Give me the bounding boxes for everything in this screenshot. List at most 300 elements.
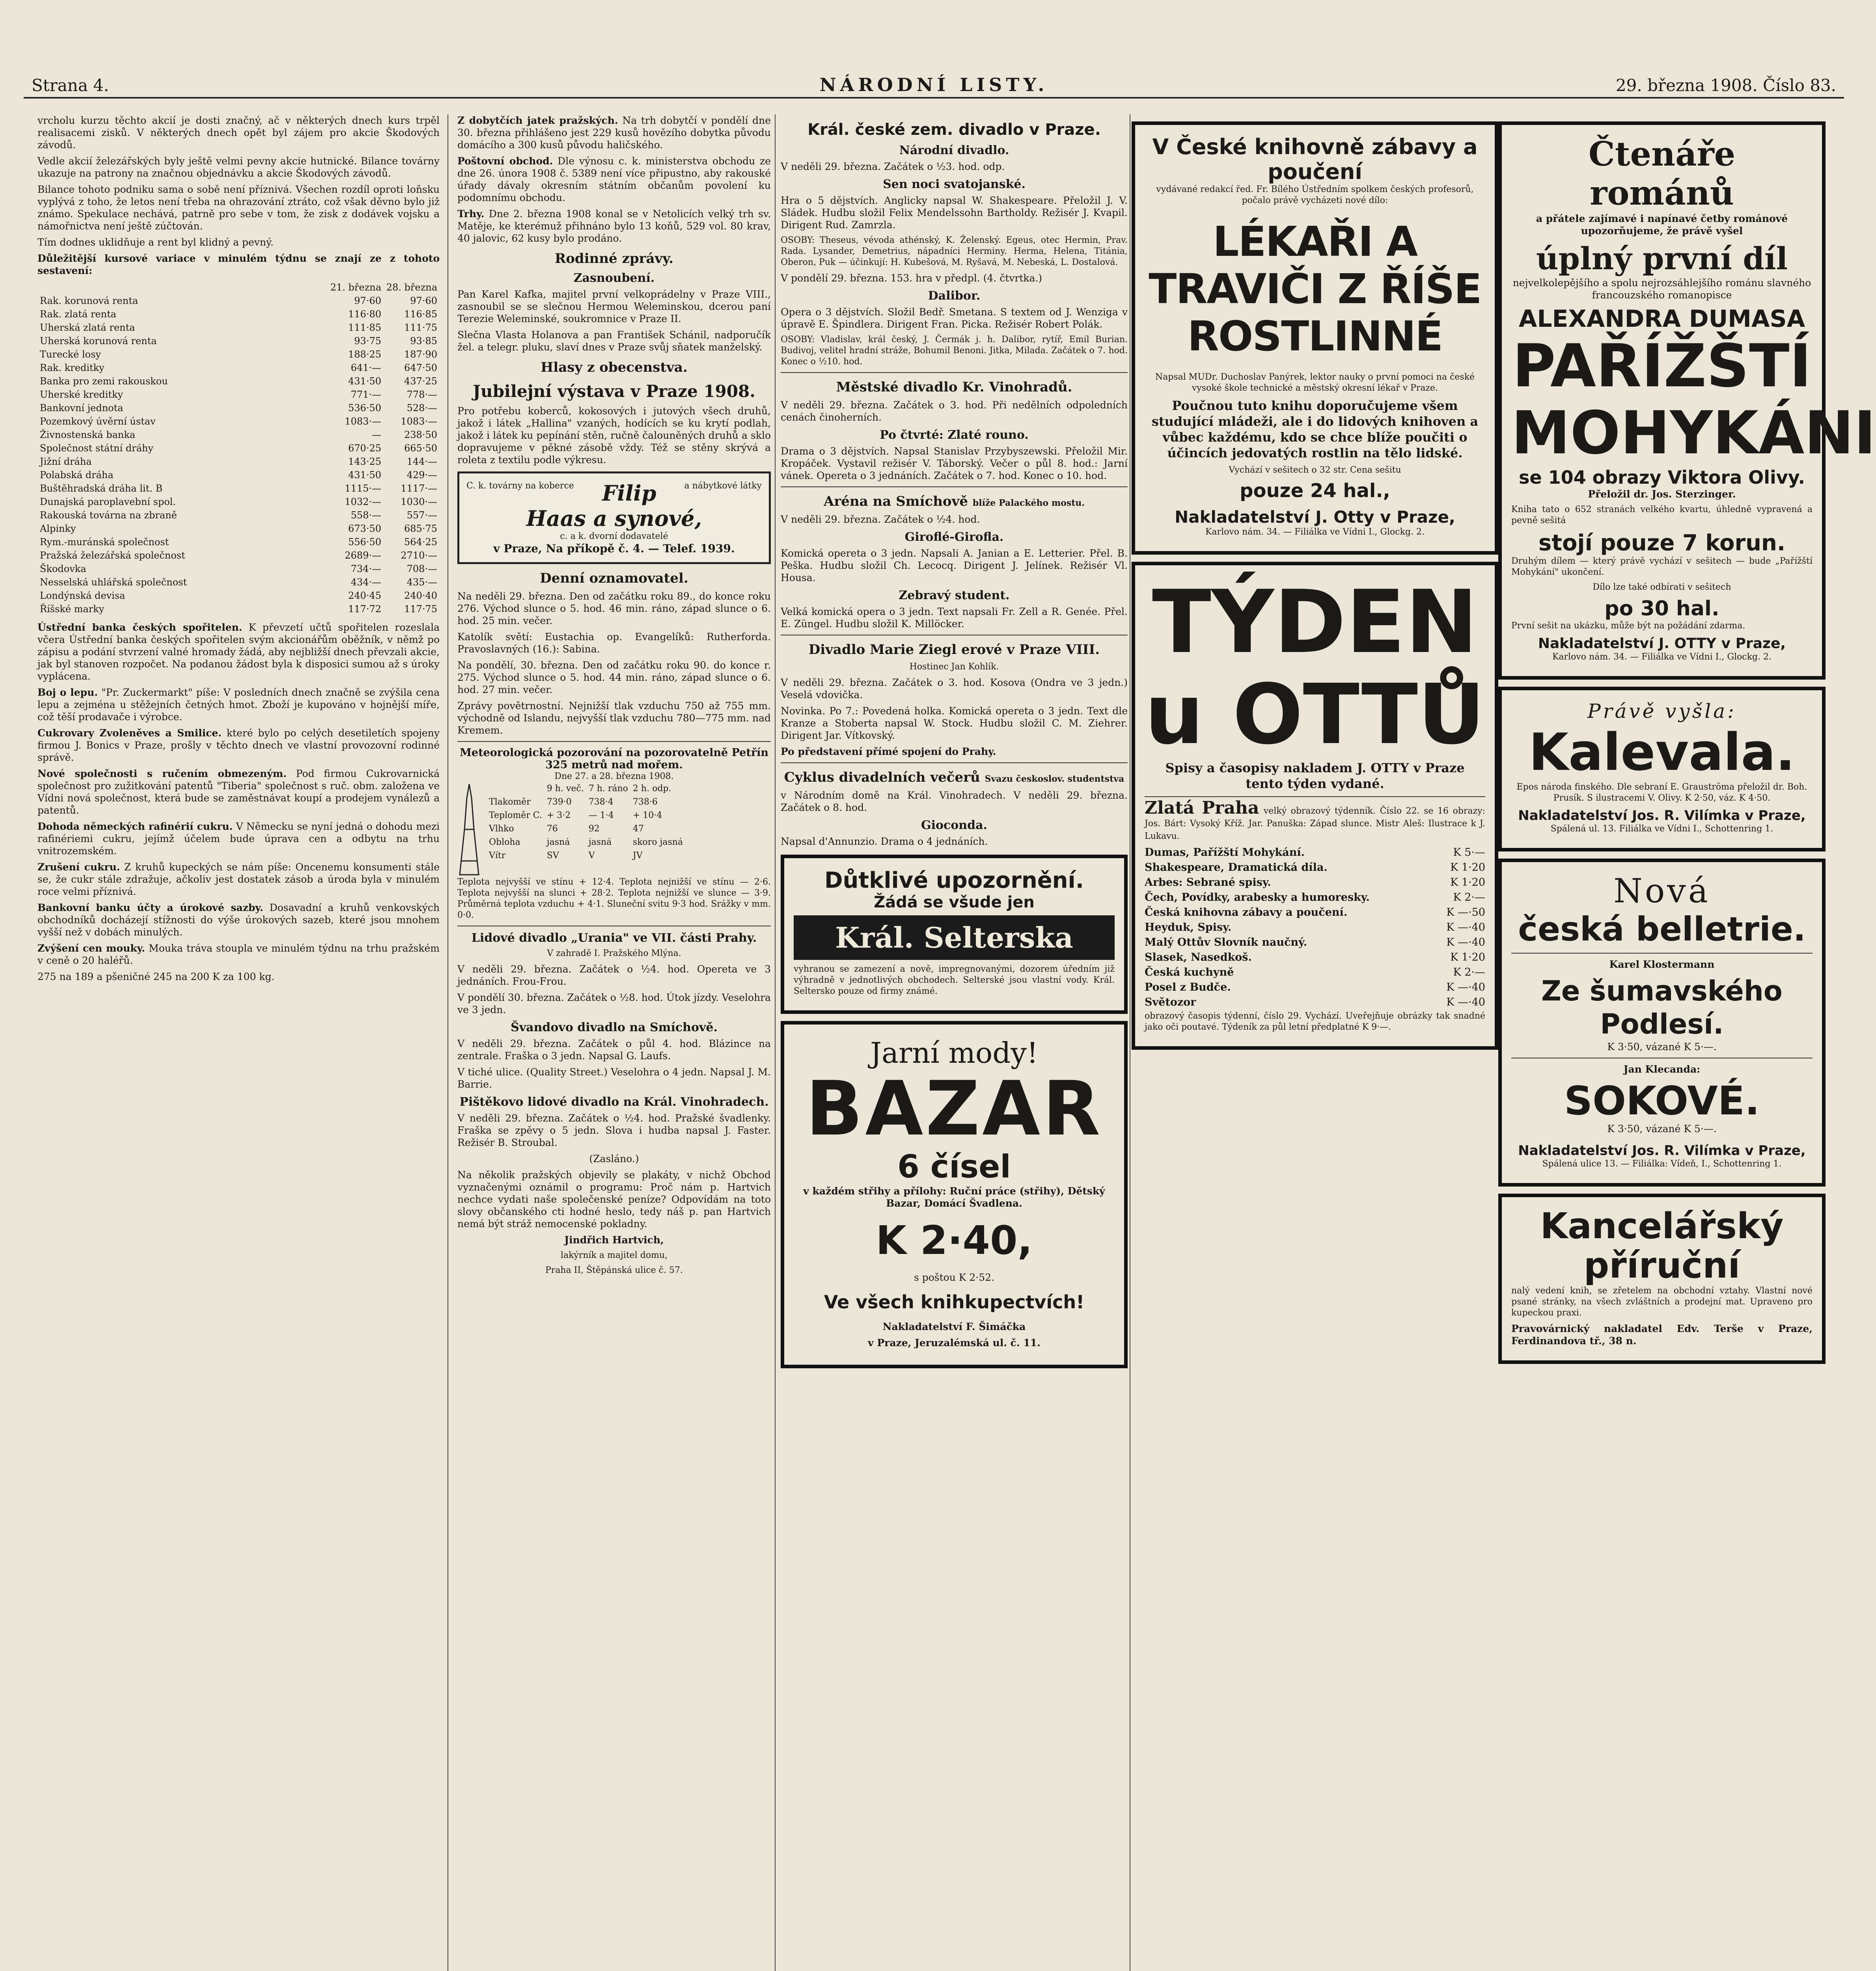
- publication-name: Arbes: Sebrané spisy.: [1145, 876, 1271, 889]
- paragraph: obrazový časopis týdenní, číslo 29. Vychází. Uveřejňuje obrázky tak snadné jako oči poutavé. Týdeník za půl letní předplatné K 9·—.: [1145, 1011, 1485, 1032]
- ad-headline: u OTTŮ: [1145, 666, 1485, 763]
- ad-publisher: Pravovárnický nakladatel Edv. Terše v Praze, Ferdinandova tř., 38 n.: [1511, 1323, 1813, 1347]
- ad-address: Karlovo nám. 34. — Filiálka ve Vídni I., Glockg. 2.: [1205, 527, 1425, 537]
- security-name: Pražská železářská společnost: [40, 550, 185, 561]
- publication-name: Dumas, Pařížští Mohykání.: [1145, 846, 1305, 859]
- theatre-title: Lidové divadlo „Urania" ve VII. části Prahy.: [471, 931, 757, 945]
- quote-value: 116·85: [404, 309, 437, 320]
- paragraph: Po představení přímé spojení do Prahy.: [781, 746, 996, 757]
- ad-publisher: Nakladatelství J. Otty v Praze,: [1175, 507, 1455, 527]
- paragraph: Dne 2. března 1908 konal se v Netolicích velký trh sv. Matěje, ke kterémuž přihnáno bylo 13 koňů, 529 vol. 80 krav, 40 jalovic, 62 kusy bylo prodáno.: [457, 208, 771, 244]
- headline: Jubilejní výstava v Praze 1908.: [473, 382, 755, 401]
- ad-text: se 104 obrazy Viktora Olivy.: [1518, 467, 1805, 488]
- weather-row: [487, 809, 685, 822]
- publication-item: [1145, 996, 1485, 1009]
- publication-price: K 1·20: [1450, 951, 1485, 963]
- paragraph: Velká komická opera o 3 jedn. Text napsali Fr. Zell a R. Genée. Přel. E. Züngel. Hudbu složil K. Millöcker.: [781, 606, 1128, 630]
- security-name: Alpinky: [40, 523, 76, 534]
- security-name: Rakouská továrna na zbraně: [40, 510, 177, 521]
- weather-cell: Vítr: [489, 851, 506, 861]
- ad-headline: úplný první díl: [1536, 241, 1788, 277]
- advertisement-kancelarsky: [1498, 1194, 1826, 1364]
- paragraph: Pod firmou Cukrovarnická společnost pro zužitkování patentů "Tiberia" společnost s ruč. obm. založena ve Vídni nová společnost, která bude se zaměstnávat koupí a prodejem vynálezů a patentů.: [37, 768, 440, 816]
- publication-name: Čech, Povídky, arabesky a humoresky.: [1145, 891, 1370, 904]
- table-row: [37, 442, 440, 455]
- ad-headline: Nová: [1613, 872, 1710, 910]
- ad-text: Kniha tato o 652 stranách velkého kvartu, úhledně vypravená a pevně sešitá: [1511, 505, 1813, 525]
- quote-value: 1083·—: [401, 416, 437, 427]
- quote-value: 641·—: [351, 362, 381, 373]
- signature: Jindřich Hartvich,: [564, 1234, 664, 1246]
- security-name: Turecké losy: [40, 349, 101, 360]
- quote-value: 685·75: [404, 523, 437, 534]
- theatre-title: Divadlo Marie Ziegl erové v Praze VIII.: [808, 642, 1100, 658]
- ad-book-title: Ze šumavského Podlesí.: [1541, 975, 1783, 1040]
- column-local-news: [457, 114, 771, 1971]
- weather-cell: SV: [546, 851, 559, 861]
- security-name: Pozemkový úvěrní ústav: [40, 416, 156, 427]
- play-title: Giroflé-Girofla.: [904, 530, 1004, 544]
- security-name: Říšské marky: [40, 604, 104, 615]
- ad-price: stojí pouze 7 korun.: [1538, 530, 1786, 556]
- table-row: [37, 602, 440, 616]
- paragraph: Novinka. Po 7.: Povedená holka. Komická opereta o 3 jedn. Text dle Kranze a Stoberta napsal W. Stock. Hudbu složil C. M. Ziehrer. Dirigent Jar. Vítkovský.: [781, 705, 1128, 741]
- ad-price: pouze 24 hal.,: [1240, 480, 1390, 502]
- quote-value: 188·25: [348, 349, 381, 360]
- quote-value: 97·60: [354, 295, 381, 306]
- publication-name: Shakespeare, Dramatická díla.: [1145, 861, 1328, 874]
- quote-value: —: [372, 429, 381, 440]
- weather-cell: 47: [632, 824, 644, 834]
- paragraph: Bilance tohoto podniku sama o sobě není příznivá. Všechen rozdíl oproti loňsku vyplývá z toho, že letos není třeba na ohrazování ztráto, což však děvno bylo již známo. Spekulace nechává, patrně pro sebe v tom, že zisk z dodávek vojsku a námořnictva není ještě zúčtován.: [37, 184, 440, 232]
- paragraph: V neděli 29. března. Začátek o 3. hod. Při nedělních odpoledních cenách činoherních.: [781, 399, 1128, 423]
- ad-issues: 6 čísel: [897, 1148, 1011, 1185]
- table-row: [37, 468, 440, 482]
- weather-cell: Tlakoměr: [489, 797, 531, 807]
- ad-price: K 3·50, vázané K 5·—.: [1607, 1123, 1717, 1135]
- paragraph: V neděli 29. března. Začátek o ½4. hod. Pražské švadlenky. Fraška se zpěvy o 5 jedn. Slova i hudba napsal J. Faster. Režisér B. Stroubal.: [457, 1112, 771, 1148]
- ad-text: vydávané redakcí řed. Fr. Bílého Ústředním spolkem českých profesorů, počalo právě vycházeti nové dílo:: [1156, 184, 1474, 205]
- theatre-title: Pištěkovo lidové divadlo na Král. Vinohradech.: [459, 1095, 769, 1109]
- ad-headline: Právě vyšla:: [1587, 700, 1736, 723]
- weather-cell: 739·0: [546, 797, 572, 807]
- weather-cell: 738·6: [632, 797, 658, 807]
- ad-text: a nábytkové látky: [684, 481, 762, 491]
- weather-notes: Teplota nejvyšší ve stínu + 12·4. Teplota nejnižší ve stínu — 2·6. Teplota nejvyšší na slunci + 28·2. Teplota nejnižší ve slunce — 3·9. Průměrná teplota vzduchu + 4·1. Sluneční svitu 9·3 hod. Srážky v mm. 0·0.: [457, 877, 771, 920]
- paragraph: Dosavadní a kruhů venkovských obchodníků docházejí stížnosti do výše úrokových sazeb, které jsou mnohem vyšší než v dobách minulých.: [37, 902, 440, 938]
- column-finance: [37, 114, 440, 1971]
- quote-value: 111·75: [404, 322, 437, 333]
- ad-author: ALEXANDRA DUMASA: [1518, 305, 1805, 333]
- ad-text: c. a k. dvorní dodavatelé: [560, 531, 668, 541]
- table-header-cell: 21. března: [330, 282, 381, 293]
- paragraph: Na trh dobytčí v pondělí dne 30. března přihlášeno jest 229 kusů hovězího dobytka původu domácího a 300 kusů původu haličského.: [457, 115, 771, 151]
- quote-value: 429·—: [407, 469, 437, 481]
- column-otto-ads: [1132, 114, 1498, 1971]
- ad-text: nejvelkolepějšího a spolu nejrozsáhlejšího románu slavného francouzského romanopisce: [1512, 277, 1811, 301]
- publication-price: K 1·20: [1450, 861, 1485, 874]
- weather-cell: V: [588, 851, 595, 861]
- paragraph: v Národním domě na Král. Vinohradech. V neděli 29. března. Začátek o 8. hod.: [781, 790, 1128, 813]
- ad-author: Jan Klecanda:: [1623, 1064, 1701, 1075]
- ad-text: nalý vedení knih, se zřetelem na obchodní vztahy. Vlastní nové psané stránky, na všech zvláštních a prodejní mat. Upraveno pro kupeckou praxi.: [1511, 1286, 1813, 1318]
- theatre-venue: V zahradě I. Pražského Mlýna.: [547, 948, 681, 958]
- publication-price: K 1·20: [1450, 876, 1485, 889]
- masthead: [24, 73, 1844, 99]
- paragraph: V neděli 29. března. Začátek o ½4. hod. Opereta ve 3 jednáních. Frou-Frou.: [457, 963, 771, 987]
- weather-cell: Vlhko: [489, 824, 514, 834]
- quote-value: 673·50: [348, 523, 381, 534]
- paragraph: Dle výnosu c. k. ministerstva obchodu ze dne 26. února 1908 č. 5389 není více připustno, aby rakouské úřady dávaly okresním státním občanům povolení ku podomnímu obchodu.: [457, 155, 771, 203]
- weather-row: [487, 836, 685, 849]
- paragraph: Hra o 5 dějstvích. Anglicky napsal W. Shakespeare. Přeložil J. V. Sládek. Hudbu složil Felix Mendelssohn Bartholdy. Režisér J. Kvapil. Dirigent Rud. Zamrzla.: [781, 195, 1128, 231]
- ad-address: v Praze, Jeruzalémská ul. č. 11.: [868, 1337, 1041, 1349]
- paragraph: Na několik pražských objevily se plakáty, v nichž Obchod vyznačenými oznámil o programu: Proč nám p. Hartvich nechce vydati naše společenské peníze? Odpovídám na toto slovy občanského cti hodné heslo, tedy náš p. pan Hartvich nemá být stráž nemocenské pokladny.: [457, 1169, 771, 1230]
- table-row: [37, 535, 440, 549]
- quote-value: 431·50: [348, 376, 381, 387]
- theatre-subtitle: Národní divadlo.: [899, 143, 1009, 157]
- publication-item: [1145, 981, 1485, 994]
- publication-name: Slasek, Nasedkoš.: [1145, 951, 1252, 963]
- weather-header-cell: 9 h. več.: [546, 784, 584, 794]
- ad-address: v Praze, Na příkopě č. 4. — Telef. 1939.: [493, 542, 735, 555]
- play-title: Dalibor.: [928, 289, 981, 303]
- section-heading: Nové společnosti s ručením obmezeným.: [37, 768, 287, 779]
- column-rule: [775, 114, 776, 1971]
- column-theatre: [781, 114, 1128, 1971]
- publication-item: [1145, 951, 1485, 964]
- paragraph: které bylo po celých desetiletích spojeny firmou J. Bonics v Praze, prošly v těchto dnech ve vlastní provozovní rodinné správě.: [37, 727, 440, 763]
- quote-value: 2689·—: [345, 550, 381, 561]
- table-row: [37, 361, 440, 374]
- weather-date: Dne 27. a 28. března 1908.: [554, 771, 674, 781]
- table-header-cell: [37, 281, 328, 294]
- ad-brand: BAZAR: [806, 1065, 1103, 1152]
- publication-price: K —·50: [1446, 906, 1485, 918]
- table-row: [37, 294, 440, 307]
- play-title: Po čtvrté: Zlaté rouno.: [880, 428, 1029, 442]
- quote-value: 1030·—: [401, 496, 437, 507]
- section-heading: (Zasláno.): [589, 1153, 639, 1164]
- paragraph: Tím dodnes uklidňuje a rent byl klidný a pevný.: [37, 237, 274, 248]
- security-name: Banka pro zemi rakouskou: [40, 376, 168, 387]
- paragraph: V tiché ulice. (Quality Street.) Veselohra o 4 jedn. Napsal J. M. Barrie.: [457, 1066, 771, 1090]
- paragraph: 275 na 189 a pšeničné 245 na 200 K za 100 kg.: [37, 971, 275, 982]
- publication-name: Česká kuchyně: [1145, 966, 1234, 978]
- ad-price: po 30 hal.: [1604, 597, 1719, 620]
- ad-headline: Čtenáře románů: [1588, 134, 1736, 212]
- ad-text: Poučnou tuto knihu doporučujeme všem studující mládeži, ale i do lidových knihoven a vůbec každému, kdo se chce blíže poučiti o účincích jedovatých rostlin na tělo lidské.: [1151, 398, 1479, 460]
- publication-item: [1145, 876, 1485, 889]
- paragraph: Katolík světí: Eustachia op. Evangelíků: Rutherforda. Pravoslavných (16.): Sabina.: [457, 631, 771, 655]
- publication-price: K —·40: [1446, 981, 1485, 993]
- quote-value: 93·85: [410, 335, 437, 347]
- ad-text: vyhranou se zamezení a nově, impregnovanými, dozorem úředním již výhradně v jednotlivých obchodech. Selterské jsou vlastní vody. Král. Seltersko pouze od firmy známé.: [794, 964, 1115, 996]
- publication-price: K 5·—: [1453, 846, 1485, 859]
- table-row: [37, 562, 440, 576]
- ad-text: Vychází v sešitech o 32 str. Cena sešitu: [1229, 465, 1401, 475]
- ad-text: Spisy a časopisy nakladem J. OTTY v Praze tento týden vydané.: [1165, 760, 1465, 791]
- publication-item: [1145, 861, 1485, 874]
- section-title: Rodinné zprávy.: [554, 251, 673, 266]
- ad-publisher: Nakladatelství F. Šimáčka: [882, 1321, 1026, 1332]
- weather-header-cell: [487, 782, 545, 795]
- weather-cell: jasná: [546, 837, 570, 847]
- paragraph: V Německu se nyní jedná o dohodu mezi rafinériemi cukru, jejímž účelem bude úprava cen a odbytu na trhu vnitrozemském.: [37, 821, 440, 857]
- article-intro: vrcholu kurzu těchto akcií je dosti značný, ač v některých dnech kurs trpěl realisacemi zisků. V některých dnech opět byl zájem pro akcie Škodových závodů.: [37, 115, 440, 151]
- paragraph: V pondělí 29. března. 153. hra v předpl. (4. čtvrtka.): [781, 272, 1042, 284]
- section-heading: Zvýšení cen mouky.: [37, 943, 145, 954]
- publication-name: Česká knihovna zábavy a poučení.: [1145, 906, 1348, 918]
- weather-cell: skoro jasná: [632, 837, 683, 847]
- quote-value: 143·25: [348, 456, 381, 467]
- paragraph: "Pr. Zuckermarkt" píše: V posledních dnech značně se zvýšila cena lepu a zejména u stěžejních četných hmot. Zboží je kupováno v hojnější míře, což těší prodavače i výrobce.: [37, 687, 440, 723]
- ad-headline: TÝDEN: [1152, 572, 1478, 673]
- theatre-title: Král. české zem. divadlo v Praze.: [807, 121, 1101, 139]
- advertisement-selterska: [781, 855, 1128, 1014]
- quote-value: 734·—: [351, 563, 381, 574]
- security-name: Uherská zlatá renta: [40, 322, 135, 333]
- security-name: Uherské kreditky: [40, 389, 123, 400]
- section-heading: Bankovní banku účty a úrokové sazby.: [37, 902, 263, 913]
- newspaper-title: NÁRODNÍ LISTY.: [819, 74, 1048, 95]
- weather-row: [487, 822, 685, 836]
- weather-header-cell: 7 h. ráno: [588, 784, 628, 794]
- section-title: Hlasy z obecenstva.: [541, 360, 688, 375]
- advertisement-kalevala: [1498, 687, 1826, 851]
- quote-value: 536·50: [348, 402, 381, 414]
- publication-name: Posel z Budče.: [1145, 981, 1231, 993]
- exchange-table: [37, 281, 440, 616]
- paragraph: OSOBY: Theseus, vévoda athénský, K. Želenský. Egeus, otec Hermin, Prav. Rada. Lysander, Demetrius, nápadníci Herminy. Herma, Helena, Titánia, Oberon, Puk — účinkují: H. Kubešová, M. Ryšavá, M. Nebeská, L. Dostalová.: [781, 235, 1128, 267]
- ad-publisher: Nakladatelství Jos. R. Vilímka v Praze,: [1518, 1143, 1806, 1159]
- ad-publisher: Nakladatelství Jos. R. Vilímka v Praze,: [1518, 808, 1806, 823]
- publication-item: [1145, 891, 1485, 904]
- paragraph: Pro potřebu koberců, kokosových i jutových všech druhů, jakož i látek „Hallina" vzaných, hodících se ku krytí podlah, jakož i látek ku pepínání stěn, ručně čalouněných druhů a sklo dopravujeme v pěkné zásobě vždy. Též se stěny skrývá a roleta z textilu podle výkresu.: [457, 405, 771, 466]
- publication-name: Světozor: [1145, 996, 1196, 1008]
- ad-text: Napsal MUDr. Duchoslav Panýrek, lektor nauky o první pomoci na české vysoké škole technické a městský okresní lékař v Praze.: [1155, 372, 1475, 393]
- quote-value: 437·25: [404, 376, 437, 387]
- weather-header: [487, 782, 685, 795]
- paragraph: Na pondělí, 30. března. Den od začátku roku 90. do konce r. 275. Východ slunce o 5. hod. 44 min. ráno, západ slunce o 6. hod. 27 min. večer.: [457, 659, 771, 695]
- paragraph: Mouka tráva stoupla ve minulém týdnu na trhu pražském v ceně o 20 haléřů.: [37, 943, 440, 966]
- publication-price: K —·40: [1446, 996, 1485, 1008]
- signature-line: lakýrník a majitel domu,: [560, 1250, 668, 1260]
- section-heading: Ústřední banka českých spořitelen.: [37, 622, 242, 633]
- quote-value: 1083·—: [345, 416, 381, 427]
- quote-value: 93·75: [354, 335, 381, 347]
- section-heading: Dohoda německých rafinérií cukru.: [37, 821, 233, 832]
- petrin-tower-icon: [457, 782, 481, 877]
- quote-value: 647·50: [404, 362, 437, 373]
- signature-line: Praha II, Štěpánská ulice č. 57.: [545, 1265, 683, 1275]
- quote-value: 1117·—: [401, 483, 437, 494]
- weather-table: [487, 782, 685, 863]
- security-name: Polabská dráha: [40, 469, 114, 481]
- quote-value: 434·—: [351, 577, 381, 588]
- quote-value: 778·—: [407, 389, 437, 400]
- weather-cell: — 1·4: [588, 810, 614, 820]
- theatre-title: Cyklus divadelních večerů Svazu českoslov. studentstva: [784, 769, 1124, 785]
- publication-item: [1145, 921, 1485, 934]
- page-number: Strana 4.: [32, 76, 109, 95]
- publication-item: [1145, 846, 1485, 859]
- theatre-title: Aréna na Smíchově blíže Palackého mostu.: [823, 494, 1085, 509]
- paragraph: V pondělí 30. března. Začátek o ½8. hod. Útok jízdy. Veselohra ve 3 jedn.: [457, 992, 771, 1015]
- paragraph: Komická opereta o 3 jedn. Napsali A. Janian a E. Letterier. Přel. B. Peška. Hudbu složil Ch. Lecocq. Dirigent J. Jelínek. Režisér Vl. Housa.: [781, 548, 1128, 583]
- weather-cell: 76: [546, 824, 558, 834]
- quote-value: 117·75: [404, 604, 437, 615]
- table-row: [37, 482, 440, 495]
- ad-text: s poštou K 2·52.: [914, 1272, 995, 1283]
- advertisement-lekari: [1132, 121, 1498, 555]
- quote-value: 665·50: [404, 443, 437, 454]
- table-row: [37, 348, 440, 361]
- table-row: [37, 374, 440, 388]
- ad-book-title: LÉKAŘI A TRAVIČI Z ŘÍŠE ROSTLINNÉ: [1149, 218, 1481, 360]
- quote-value: 187·90: [404, 349, 437, 360]
- section-heading: Cukrovary Zvoleněves a Smilice.: [37, 727, 222, 739]
- issue-date: 29. března 1908. Číslo 83.: [1615, 76, 1836, 95]
- weather-cell: + 10·4: [632, 810, 662, 820]
- ad-firm-name: Filip Haas a synové,: [526, 481, 702, 531]
- quote-value: 431·50: [348, 469, 381, 481]
- publication-item: [1145, 966, 1485, 979]
- table-row: [37, 334, 440, 348]
- quote-value: 238·50: [404, 429, 437, 440]
- table-row: [37, 522, 440, 535]
- weather-cell: 738·4: [588, 797, 614, 807]
- quote-value: 2710·—: [401, 550, 437, 561]
- ad-text: Ve všech knihkupectvích!: [824, 1291, 1085, 1313]
- table-row: [37, 428, 440, 442]
- section-title: Denní oznamovatel.: [540, 570, 688, 586]
- theatre-title: Švandovo divadlo na Smíchově.: [511, 1021, 718, 1034]
- publication-name: Heyduk, Spisy.: [1145, 921, 1232, 933]
- weather-row: [487, 795, 685, 809]
- weather-cell: 92: [588, 824, 600, 834]
- weather-cell: + 3·2: [546, 810, 571, 820]
- quote-value: 117·72: [348, 604, 381, 615]
- publication-price: K —·40: [1446, 921, 1485, 933]
- ad-text: Druhým dílem — který právě vychází v sešitech — bude „Pařížští Mohykání" ukončení.: [1511, 556, 1813, 577]
- advertisement-bazar: [781, 1021, 1128, 1368]
- ad-author: Karel Klostermann: [1609, 959, 1715, 970]
- table-row: [37, 576, 440, 589]
- quote-value: 564·25: [404, 537, 437, 548]
- security-name: Rak. kreditky: [40, 362, 104, 373]
- ad-book-title: MOHYKÁNI: [1511, 399, 1876, 468]
- publication-title: Zlatá Praha: [1145, 798, 1259, 818]
- table-row: [37, 401, 440, 415]
- publication-list: [1145, 846, 1485, 1009]
- advertisement-haas: [457, 471, 771, 564]
- paragraph: velký obrazový týdenník. Číslo 22. se 16 obrazy: Jos. Bárt: Vysoký Kříž. Jar. Panuška: Západ slunce. Mistr Aleš: Ilustrace k J. Lukavu.: [1145, 806, 1485, 841]
- ad-text: Dílo lze také odbírati v sešitech: [1593, 582, 1731, 592]
- table-row: [37, 321, 440, 334]
- quote-value: 556·50: [348, 537, 381, 548]
- table-row: [37, 455, 440, 468]
- paragraph: V neděli 29. března. Začátek o ½4. hod.: [781, 514, 980, 525]
- paragraph: Zprávy povětrnostní. Nejnižší tlak vzduchu 750 až 755 mm. východně od Islandu, nejvyšší tlak vzduchu 780—775 mm. nad Kremem.: [457, 700, 771, 736]
- table-row: [37, 549, 440, 562]
- quote-value: 708·—: [407, 563, 437, 574]
- quote-value: 558·—: [351, 510, 381, 521]
- quote-value: 240·45: [348, 590, 381, 601]
- section-heading: Z dobytčích jatek pražských.: [457, 115, 618, 126]
- weather-cell: JV: [632, 851, 643, 861]
- ad-text: Přeložil dr. Jos. Sterzinger.: [1588, 488, 1736, 500]
- publication-price: K —·40: [1446, 936, 1485, 948]
- quote-value: 670·25: [348, 443, 381, 454]
- paragraph: Na neděli 29. března. Den od začátku roku 89., do konce roku 276. Východ slunce o 5. hod. 46 min. ráno, západ slunce o 6. hod. 25 min. večer.: [457, 591, 771, 626]
- table-body: [37, 294, 440, 616]
- security-name: Dunajská paroplavební spol.: [40, 496, 176, 507]
- quote-value: 97·60: [410, 295, 437, 306]
- ad-book-title: PAŘÍŽŠTÍ: [1512, 332, 1812, 401]
- section-heading: Boj o lepu.: [37, 687, 98, 698]
- security-name: Společnost státní dráhy: [40, 443, 153, 454]
- paragraph: V neděli 29. března. Začátek o 3. hod. Kosova (Ondra ve 3 jedn.) Veselá vdovička.: [781, 677, 1128, 700]
- quote-value: 240·40: [404, 590, 437, 601]
- table-header: [37, 281, 440, 294]
- security-name: Rym.-muránská společnost: [40, 537, 169, 548]
- paragraph: V neděli 29. března. Začátek o ½3. hod. odp.: [781, 161, 1005, 172]
- security-name: Londýnská devisa: [40, 590, 125, 601]
- quote-value: 557·—: [407, 510, 437, 521]
- ad-text: v každém střihy a přílohy: Ruční práce (střihy), Dětský Bazar, Domácí Švadlena.: [803, 1185, 1105, 1209]
- security-name: Buštěhradská dráha lit. B: [40, 483, 163, 494]
- quote-value: 528·—: [407, 402, 437, 414]
- ad-price: K 3·50, vázané K 5·—.: [1607, 1041, 1717, 1053]
- subsection-title: Zasnoubení.: [573, 271, 655, 285]
- weather-cell: Obloha: [489, 837, 520, 847]
- paragraph: Drama o 3 dějstvích. Napsal Stanislav Przybyszewski. Přeložil Mir. Kropáček. Vystavil režisér V. Táborský. Večer o půl 8. hod.: Jarní vánek. Opereta o 3 jednáních. Začátek o 7. hod. Konec o 10. hod.: [781, 445, 1128, 481]
- table-header-cell: 28. března: [386, 282, 437, 293]
- section-heading: Trhy.: [457, 208, 485, 220]
- paragraph: Opera o 3 dějstvích. Složil Bedř. Smetana. S textem od J. Wenziga v úpravě E. Špindlera. Dirigent Fran. Picka. Režisér Robert Polák.: [781, 306, 1128, 330]
- weather-row: [487, 849, 685, 863]
- paragraph: Pan Karel Kafka, majitel první velkoprádelny v Praze VIII., zasnoubil se se slečnou Hermou Weleminskou, dcerou paní Terezie Weleminské, soukromnice v Praze II.: [457, 289, 771, 324]
- theatre-venue: Hostinec Jan Kohlík.: [909, 662, 999, 672]
- security-name: Škodovka: [40, 563, 86, 574]
- table-row: [37, 509, 440, 522]
- table-row: [37, 495, 440, 509]
- security-name: Jižní dráha: [40, 456, 92, 467]
- quote-value: 111·85: [348, 322, 381, 333]
- table-row: [37, 589, 440, 602]
- play-title: Zebravý student.: [899, 589, 1010, 602]
- security-name: Rak. korunová renta: [40, 295, 138, 306]
- ad-brand: Král. Selterska: [794, 915, 1115, 960]
- ad-price: K 2·40,: [876, 1217, 1033, 1263]
- security-name: Uherská korunová renta: [40, 335, 157, 347]
- paragraph: Slečna Vlasta Holanova a pan František Schánil, nadporučík žel. a telegr. pluku, slaví dnes v Praze svůj sňatek manželský.: [457, 329, 771, 353]
- ad-publisher: Nakladatelství J. OTTY v Praze,: [1538, 635, 1786, 652]
- ad-headline: Kancelářský příruční: [1540, 1205, 1784, 1286]
- quote-value: 435·—: [407, 577, 437, 588]
- weather-header-cell: 2 h. odp.: [632, 784, 671, 794]
- ad-headline: česká belletrie.: [1518, 910, 1806, 948]
- table-caption: Důležitější kursové variace v minulém týdnu se znají ze z tohoto sestavení:: [37, 253, 440, 276]
- publication-price: K 2·—: [1453, 966, 1485, 978]
- advertisement-dumas: [1498, 121, 1876, 680]
- ad-text: a přátele zajímavé i napínavé četby románové upozorňujeme, že právě vyšel: [1536, 213, 1788, 237]
- quote-value: 1115·—: [345, 483, 381, 494]
- paragraph: OSOBY: Vladislav, král český, J. Čermák j. h. Dalibor, rytíř, Emil Burian. Budivoj, velitel hradní stráže, Bohumil Benoni. Jitka, Milada. Začátek o 7. hod. Konec o ½10. hod.: [781, 335, 1128, 367]
- publication-item: [1145, 906, 1485, 919]
- ad-address: Spálená ulice 13. — Filiálka: Vídeň, I., Schottenring 1.: [1542, 1159, 1782, 1169]
